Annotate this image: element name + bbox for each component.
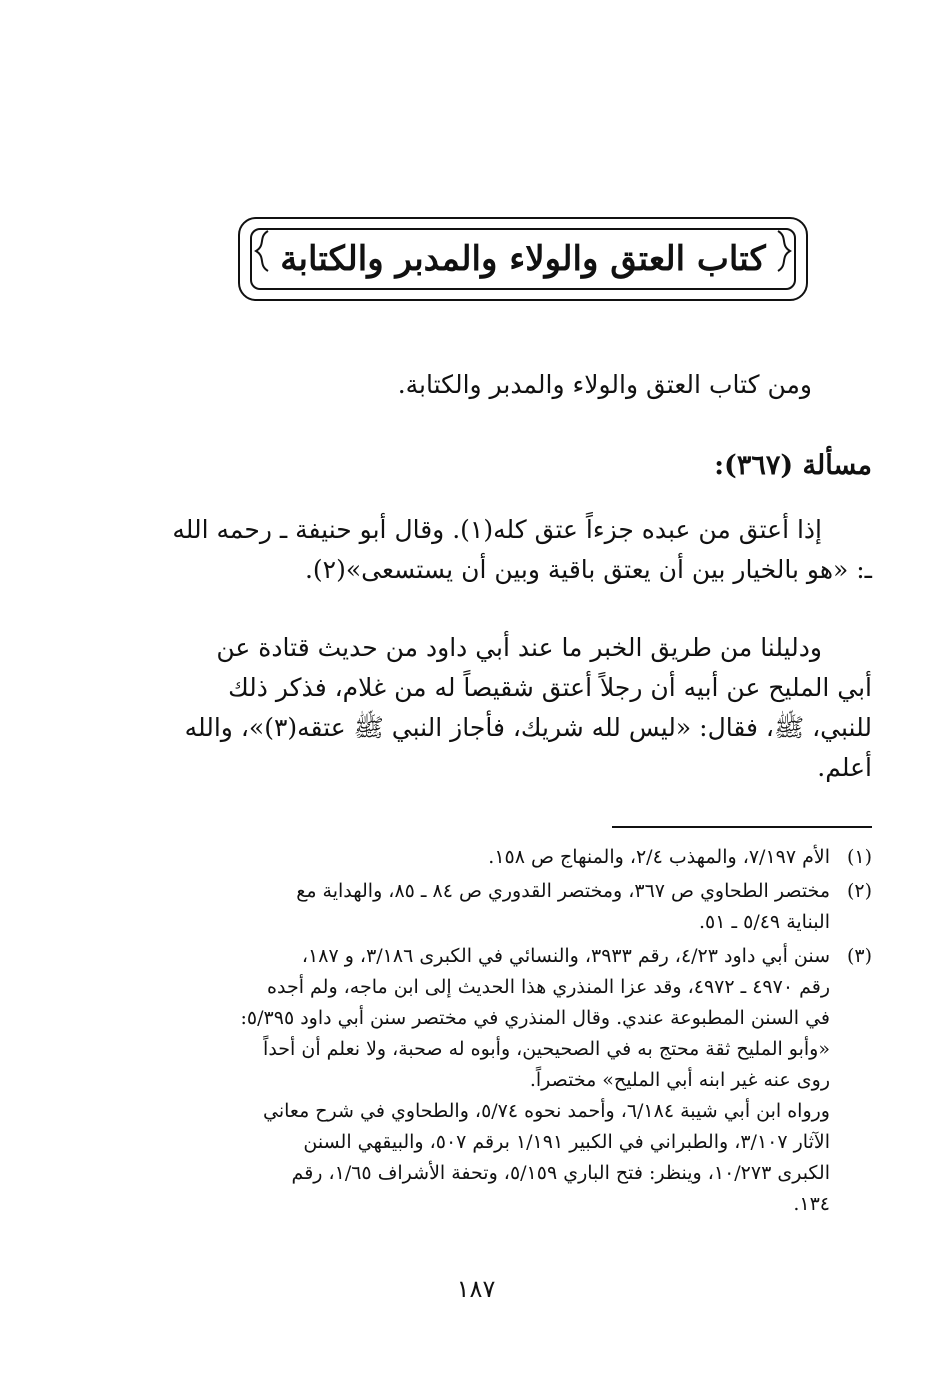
footnote-line: ١٣٤. xyxy=(793,1193,830,1215)
masala-heading: مسألة (٣٦٧): xyxy=(714,450,872,481)
paragraph-evidence xyxy=(80,628,872,788)
left-bracket-ornament xyxy=(252,229,272,273)
footnote-number: (٣) xyxy=(846,945,872,967)
footnote-1 xyxy=(80,842,872,873)
paragraph-line: أعلم. xyxy=(817,753,872,782)
paragraph-line: للنبي، ﷺ، فقال: «ليس لله شريك، فأجاز النبي ﷺ عتقه(٣)»، والله xyxy=(184,713,872,742)
footnote-line: في السنن المطبوعة عندي. وقال المنذري في مختصر سنن أبي داود ٥/٣٩٥: xyxy=(240,1007,830,1029)
footnote-line: الأم ٧/١٩٧، والمهذب ٢/٤، والمنهاج ص ١٥٨. xyxy=(488,846,830,868)
footnote-number: (١) xyxy=(846,846,872,868)
chapter-title-frame xyxy=(238,217,808,301)
paragraph-ruling xyxy=(80,510,872,590)
footnote-separator xyxy=(612,826,872,828)
chapter-intro: ومن كتاب العتق والولاء والمدبر والكتابة. xyxy=(397,370,812,399)
paragraph-line: أبي المليح عن أبيه أن رجلاً أعتق شقيصاً له من غلام، فذكر ذلك xyxy=(228,673,872,702)
footnote-line: الآثار ٣/١٠٧، والطبراني في الكبير ١/١٩١ برقم ٥٠٧، والبيقهي السنن xyxy=(303,1131,830,1153)
footnote-line: مختصر الطحاوي ص ٣٦٧، ومختصر القدوري ص ٨٤ ـ ٨٥، والهداية مع xyxy=(296,880,830,902)
footnote-number: (٢) xyxy=(846,880,872,902)
footnote-line: «وأبو المليح ثقة محتج به في الصحيحين، وأبوه له صحبة، ولا نعلم أن أحداً xyxy=(263,1038,830,1060)
footnote-line: روى عنه غير ابنه أبي المليح» مختصراً. xyxy=(529,1069,830,1091)
footnote-line: الكبرى ١٠/٢٧٣، وينظر: فتح الباري ٥/١٥٩، وتحفة الأشراف ١/٦٥، رقم xyxy=(291,1162,830,1184)
footnote-line: ورواه ابن أبي شيبة ٦/١٨٤، وأحمد نحوه ٥/٧٤، والطحاوي في شرح معاني xyxy=(262,1100,830,1122)
footnotes xyxy=(80,842,872,1223)
chapter-title-inner-frame xyxy=(250,228,796,290)
footnote-line: سنن أبي داود ٤/٢٣، رقم ٣٩٣٣، والنسائي في الكبرى ٣/١٨٦، و ١٨٧، xyxy=(301,945,830,967)
page-number: ١٨٧ xyxy=(456,1275,496,1303)
paragraph-line: ودليلنا من طريق الخبر ما عند أبي داود من حديث قتادة عن xyxy=(216,633,822,662)
chapter-title: كتاب العتق والولاء والمدبر والكتابة xyxy=(280,239,766,279)
footnote-line: البناية ٥/٤٩ ـ ٥١. xyxy=(699,911,830,933)
footnote-line: رقم ٤٩٧٠ ـ ٤٩٧٢، وقد عزا المنذري هذا الحديث إلى ابن ماجه، ولم أجده xyxy=(267,976,830,998)
paragraph-line: إذا أعتق من عبده جزءاً عتق كله(١). وقال أبو حنيفة ـ رحمه الله xyxy=(172,515,822,544)
right-bracket-ornament xyxy=(774,229,794,273)
paragraph-line: ـ: «هو بالخيار بين أن يعتق باقية وبين أن يستسعى»(٢). xyxy=(304,555,872,584)
footnote-3 xyxy=(80,941,872,1220)
footnote-2 xyxy=(80,876,872,938)
